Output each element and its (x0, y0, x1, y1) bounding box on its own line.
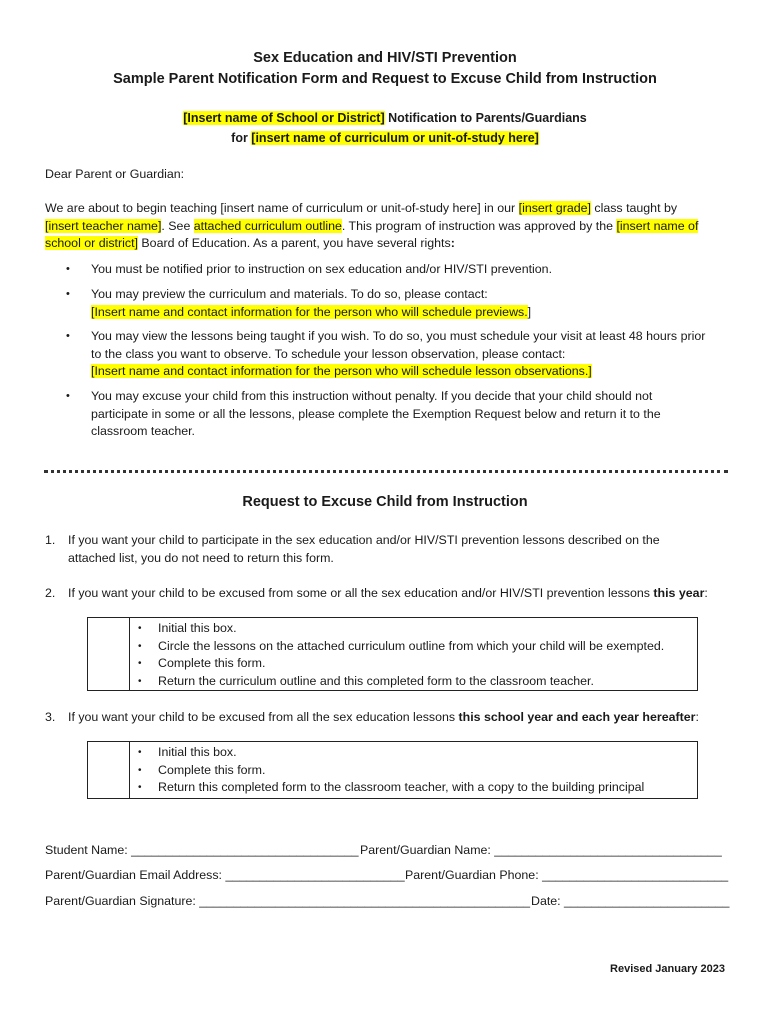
parent-signature-field[interactable]: Parent/Guardian Signature: ________________________________________________ (45, 894, 531, 908)
right-preview-text (91, 286, 726, 321)
bullet-icon: • (66, 330, 70, 342)
list-item (130, 779, 697, 797)
bullet-icon: • (66, 288, 70, 300)
notification-heading-line2 (0, 131, 770, 145)
bullet-icon: • (138, 675, 142, 687)
item-number: 3. (45, 710, 56, 724)
curriculum-placeholder: [insert name of curriculum or unit-of-study here] (251, 131, 539, 145)
parent-name-field[interactable]: Parent/Guardian Name: _________________________________ (360, 843, 722, 857)
for-text: for (231, 131, 252, 145)
preview-contact-placeholder: [Insert name and contact information for the person who will schedule previews. (91, 304, 528, 319)
right-view-line1: You may view the lessons being taught if you wish. To do so, you must schedule your visit at least 48 hours prior (91, 329, 706, 343)
bullet-icon: • (66, 390, 70, 402)
date-field[interactable]: Date: ________________________ (531, 894, 730, 908)
bullet-icon: • (138, 623, 142, 634)
intro-paragraph (45, 200, 735, 253)
list-item (130, 655, 697, 673)
list-item (130, 638, 697, 656)
initial-box-partial[interactable] (88, 618, 130, 690)
notification-heading-line1 (0, 111, 770, 125)
document-title-line1: Sex Education and HIV/STI Prevention (253, 50, 517, 66)
district-placeholder-b: school or district] (45, 236, 138, 250)
item2-text: If you want your child to be excused from some or all the sex education and/or HIV/STI prevention lessons (68, 586, 654, 600)
dotted-divider (44, 470, 728, 473)
document-title-line2: Sample Parent Notification Form and Request to Excuse Child from Instruction (113, 71, 657, 87)
preview-bracket: ] (527, 304, 532, 319)
notification-heading-text: Notification to Parents/Guardians (384, 111, 587, 125)
item3-colon: : (695, 710, 699, 724)
outline-placeholder: attached curriculum outline (193, 218, 342, 233)
right-excuse-line2: participate in some or all the lessons, please complete the Exemption Request below and return it to the (91, 406, 661, 421)
intro-text-b: class taught by (590, 201, 678, 215)
bullet-icon: • (138, 658, 142, 669)
revision-date: Revised January 2023 (610, 963, 725, 975)
right-excuse-line3: classroom teacher. (91, 424, 195, 438)
item-number: 1. (45, 533, 56, 547)
teacher-placeholder: [insert teacher name] (45, 218, 162, 233)
salutation: Dear Parent or Guardian: (45, 167, 185, 181)
right-excuse-text (91, 388, 726, 441)
list-item (130, 762, 697, 780)
list-item-text: Circle the lessons on the attached curriculum outline from which your child will be exempted. (158, 638, 665, 653)
partial-instructions (130, 620, 697, 690)
right-notified-text: You must be notified prior to instruction on sex education and/or HIV/STI prevention. (91, 262, 553, 276)
grade-placeholder: [insert grade] (518, 201, 591, 215)
student-name-field[interactable]: Student Name: _________________________________ (45, 843, 359, 857)
parent-phone-field[interactable]: Parent/Guardian Phone: ___________________________ (405, 868, 729, 882)
intro-colon: : (450, 236, 455, 250)
right-view-text (91, 328, 726, 381)
request-heading: Request to Excuse Child from Instruction (242, 494, 528, 510)
item1-line1: If you want your child to participate in the sex education and/or HIV/STI prevention lessons described on the (68, 533, 660, 547)
observation-contact-placeholder: [Insert name and contact information for the person who will schedule lesson observations.] (91, 364, 592, 378)
bullet-icon: • (138, 640, 142, 652)
bullet-icon: • (138, 764, 142, 776)
item1-line2: attached list, you do not need to return this form. (68, 550, 334, 565)
list-item-text: Complete this form. (158, 762, 266, 777)
bullet-icon: • (66, 263, 70, 275)
bullet-icon: • (138, 747, 142, 758)
item-number: 2. (45, 586, 56, 600)
list-item-text: Return this completed form to the classroom teacher, with a copy to the building principal (158, 780, 645, 794)
item3-text: If you want your child to be excused from all the sex education lessons (68, 710, 459, 724)
exemption-box-partial (87, 617, 698, 691)
full-instructions (130, 744, 697, 797)
initial-box-full[interactable] (88, 742, 130, 798)
right-excuse-line1: You may excuse your child from this instruction without penalty. If you decide that your child should not (91, 389, 653, 403)
each-year-emphasis: this school year and each year hereafter (458, 710, 696, 724)
right-preview-line: You may preview the curriculum and materials. To do so, please contact: (91, 287, 488, 301)
intro-text-d: . This program of instruction was approved by the (341, 218, 617, 233)
exemption-box-full (87, 741, 698, 799)
request-item-1-text (68, 532, 728, 567)
parent-email-field[interactable]: Parent/Guardian Email Address: __________________________ (45, 868, 405, 882)
list-item (130, 673, 697, 691)
district-placeholder-a: [insert name of (616, 218, 699, 233)
this-year-emphasis: this year (653, 586, 705, 600)
list-item-text: Initial this box. (158, 621, 237, 635)
intro-text-e: Board of Education. As a parent, you have several rights (137, 236, 451, 250)
item2-colon: : (704, 586, 708, 600)
right-view-line2: to the class you want to observe. To schedule your lesson observation, please contact: (91, 346, 566, 361)
intro-text-c: . See (161, 218, 194, 233)
bullet-icon: • (138, 782, 142, 793)
list-item-text: Initial this box. (158, 745, 237, 759)
list-item-text: Complete this form. (158, 656, 266, 670)
list-item (130, 744, 697, 762)
list-item (130, 620, 697, 638)
request-item-2-text (68, 585, 728, 603)
request-item-3-text (68, 709, 728, 727)
intro-text-a: We are about to begin teaching [insert name of curriculum or unit-of-study here] in our (45, 201, 519, 215)
list-item-text: Return the curriculum outline and this completed form to the classroom teacher. (158, 673, 594, 688)
school-placeholder: [Insert name of School or District] (183, 111, 385, 125)
